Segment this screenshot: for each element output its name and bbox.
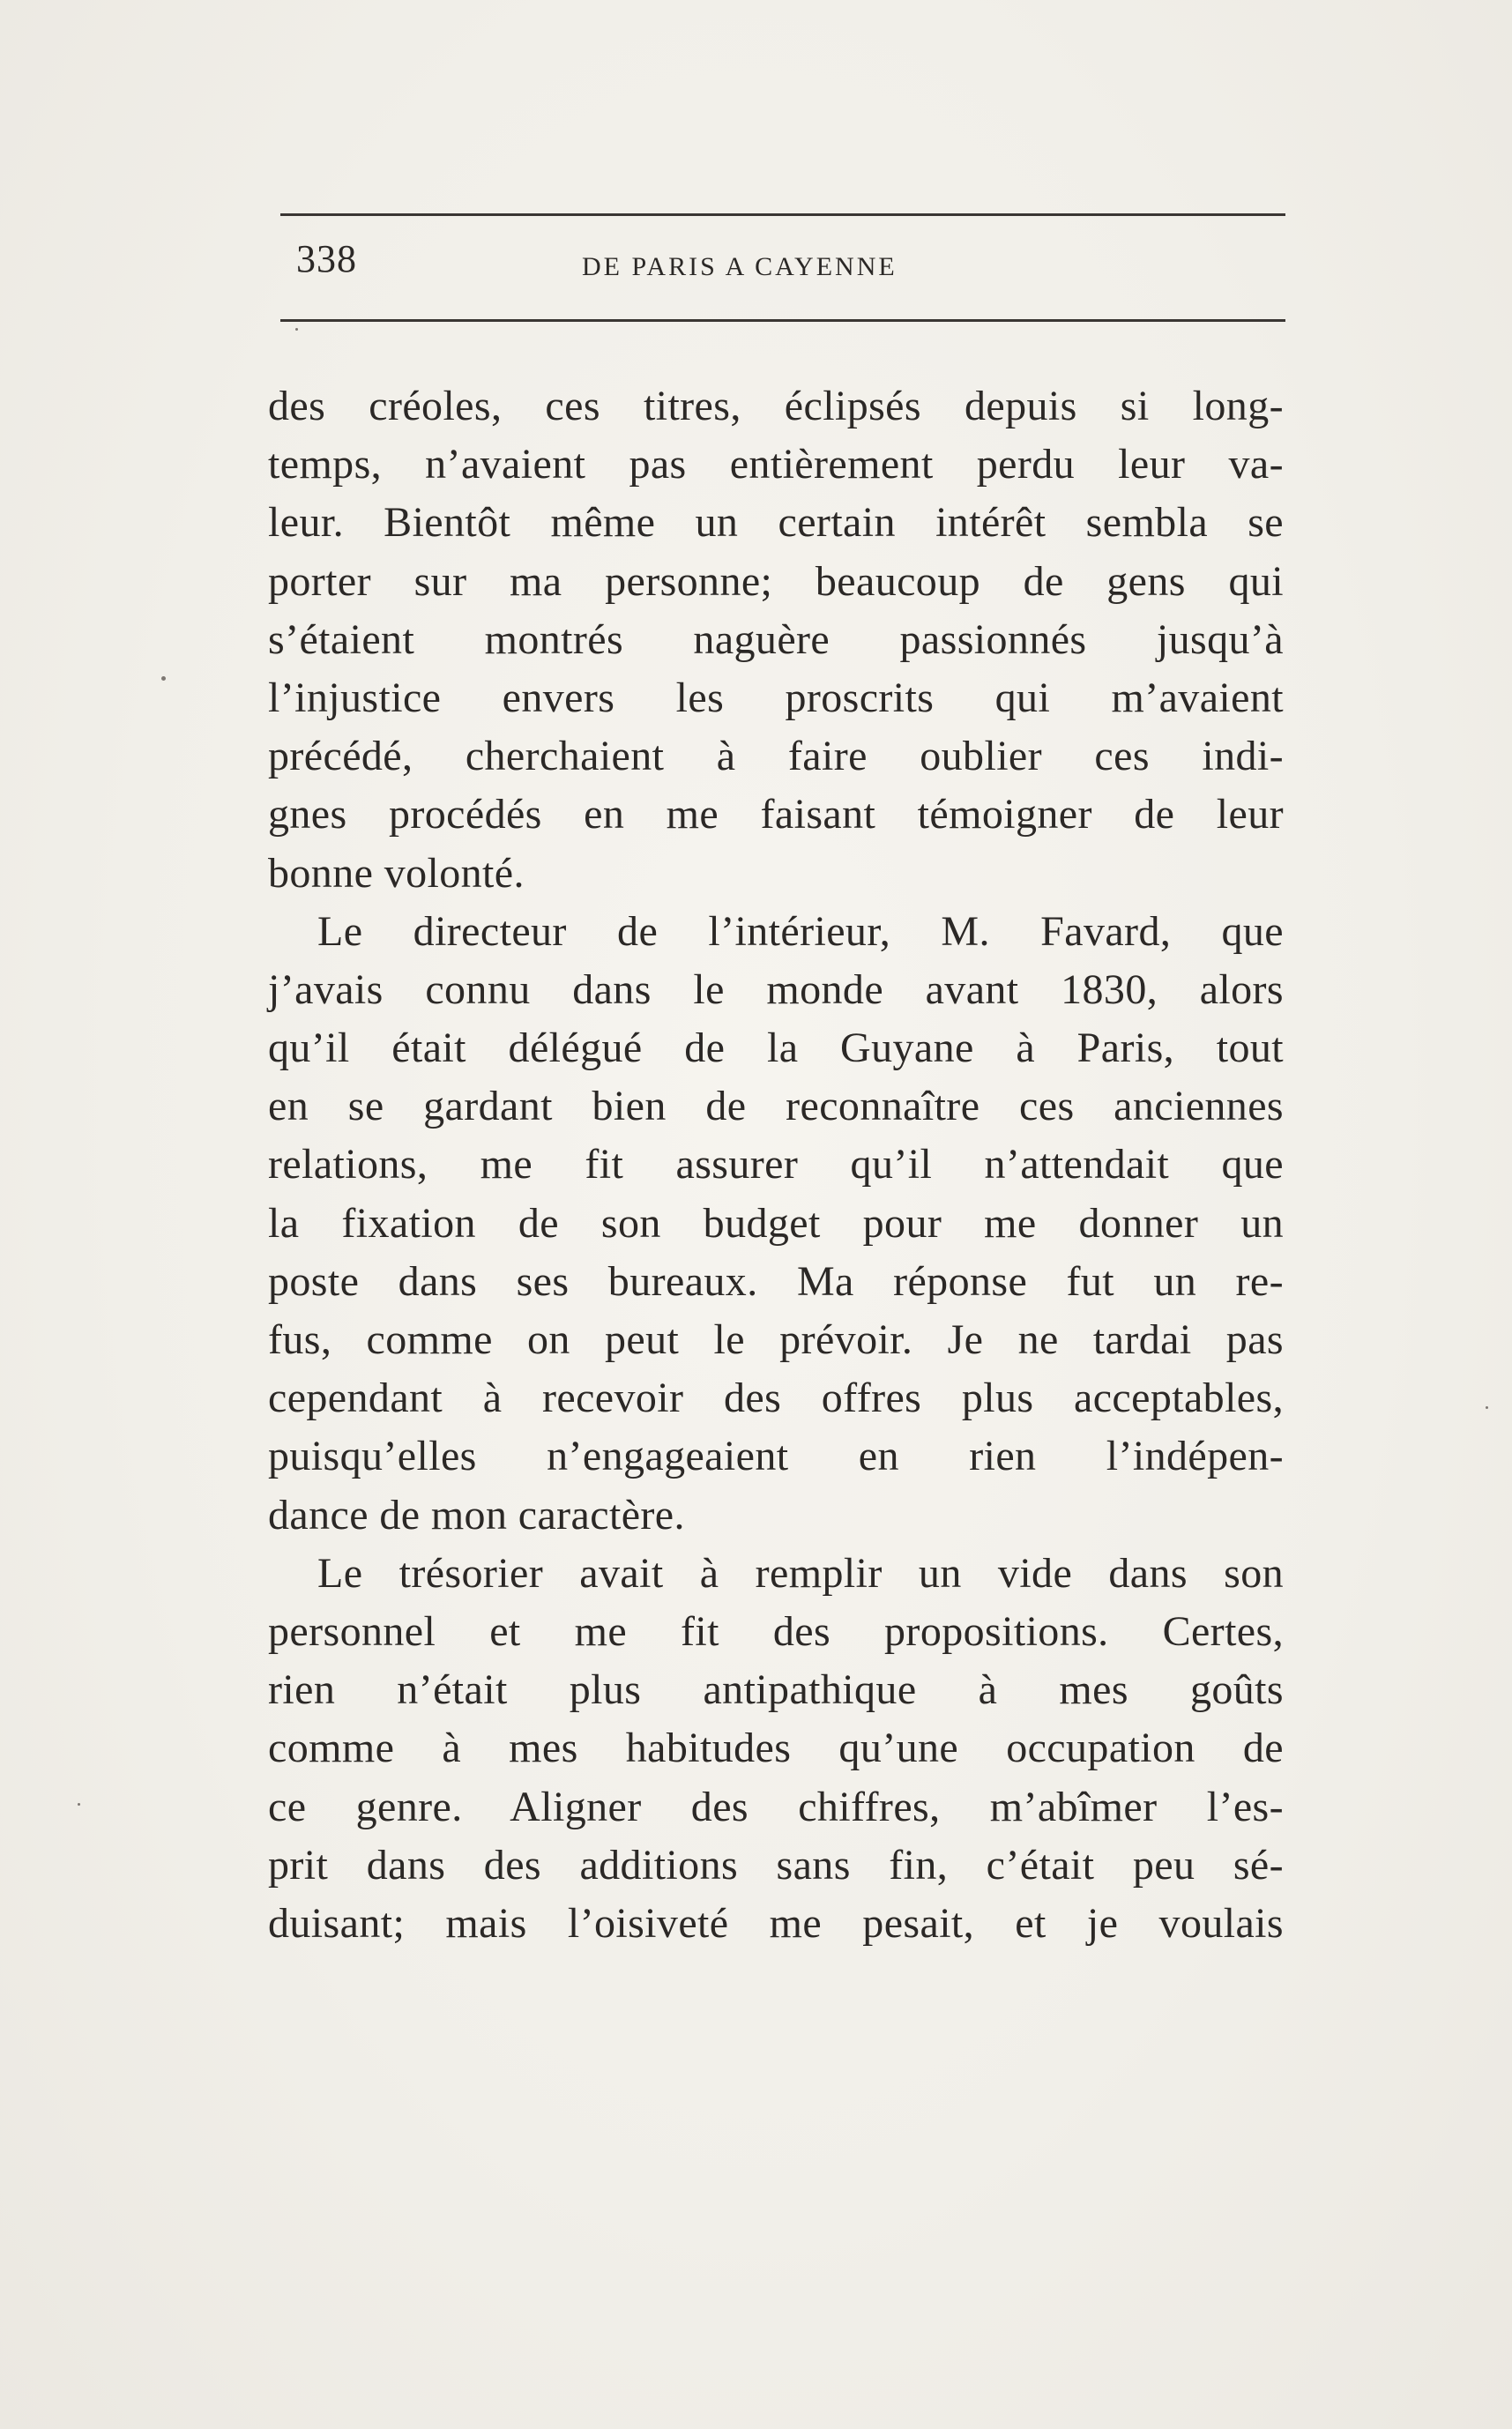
text-line: rien n’était plus antipathique à mes goûts [268,1666,1284,1714]
paper-speck [1486,1406,1488,1409]
paper-speck [295,328,298,331]
text-line: dance de mon caractère. [268,1491,685,1539]
paper-speck [78,1803,80,1806]
text-line: leur. Bientôt même un certain intérêt sembla se [268,499,1284,547]
text-line: prit dans des additions sans fin, c’était peu sé- [268,1841,1284,1889]
text-line: temps, n’avaient pas entièrement perdu leur va- [268,441,1284,488]
text-line: des créoles, ces titres, éclipsés depuis si long- [268,383,1284,429]
text-line: bonne volonté. [268,849,525,897]
text-line: porter sur ma personne; beaucoup de gens qui [268,557,1284,605]
body-text [268,377,1284,1953]
text-line: gnes procédés en me faisant témoigner de leur [268,791,1284,838]
text-line: comme à mes habitudes qu’une occupation de [268,1725,1284,1772]
text-line: la fixation de son budget pour me donner un [268,1199,1284,1247]
text-line: j’avais connu dans le monde avant 1830, alors [268,965,1284,1013]
paper-speck [161,676,166,681]
text-line: précédé, cherchaient à faire oublier ces indi- [268,733,1284,780]
text-line: s’étaient montrés naguère passionnés jusqu’à [268,615,1284,663]
text-line: ce genre. Aligner des chiffres, m’abîmer l’es- [268,1783,1284,1830]
text-line: Le directeur de l’intérieur, M. Favard, que [317,907,1284,955]
header-rule-top [280,213,1285,216]
text-line: personnel et me fit des propositions. Certes, [268,1607,1284,1655]
page-number: 338 [296,237,357,280]
text-line: poste dans ses bureaux. Ma réponse fut un re- [268,1257,1284,1305]
text-line: fus, comme on peut le prévoir. Je ne tardai pas [268,1316,1284,1363]
header-rule-bottom [280,319,1285,322]
text-line: duisant; mais l’oisiveté me pesait, et je voulais [268,1899,1284,1947]
running-title: DE PARIS A CAYENNE [582,252,898,281]
text-line: relations, me fit assurer qu’il n’attendait que [268,1141,1284,1188]
text-line: en se gardant bien de reconnaître ces anciennes [268,1083,1284,1130]
text-line: cependant à recevoir des offres plus acceptables, [268,1375,1284,1422]
text-line: qu’il était délégué de la Guyane à Paris, tout [268,1025,1284,1072]
text-line: Le trésorier avait à remplir un vide dans son [317,1549,1284,1597]
text-line: l’injustice envers les proscrits qui m’avaient [268,674,1284,721]
text-line: puisqu’elles n’engageaient en rien l’indépen- [268,1433,1284,1480]
